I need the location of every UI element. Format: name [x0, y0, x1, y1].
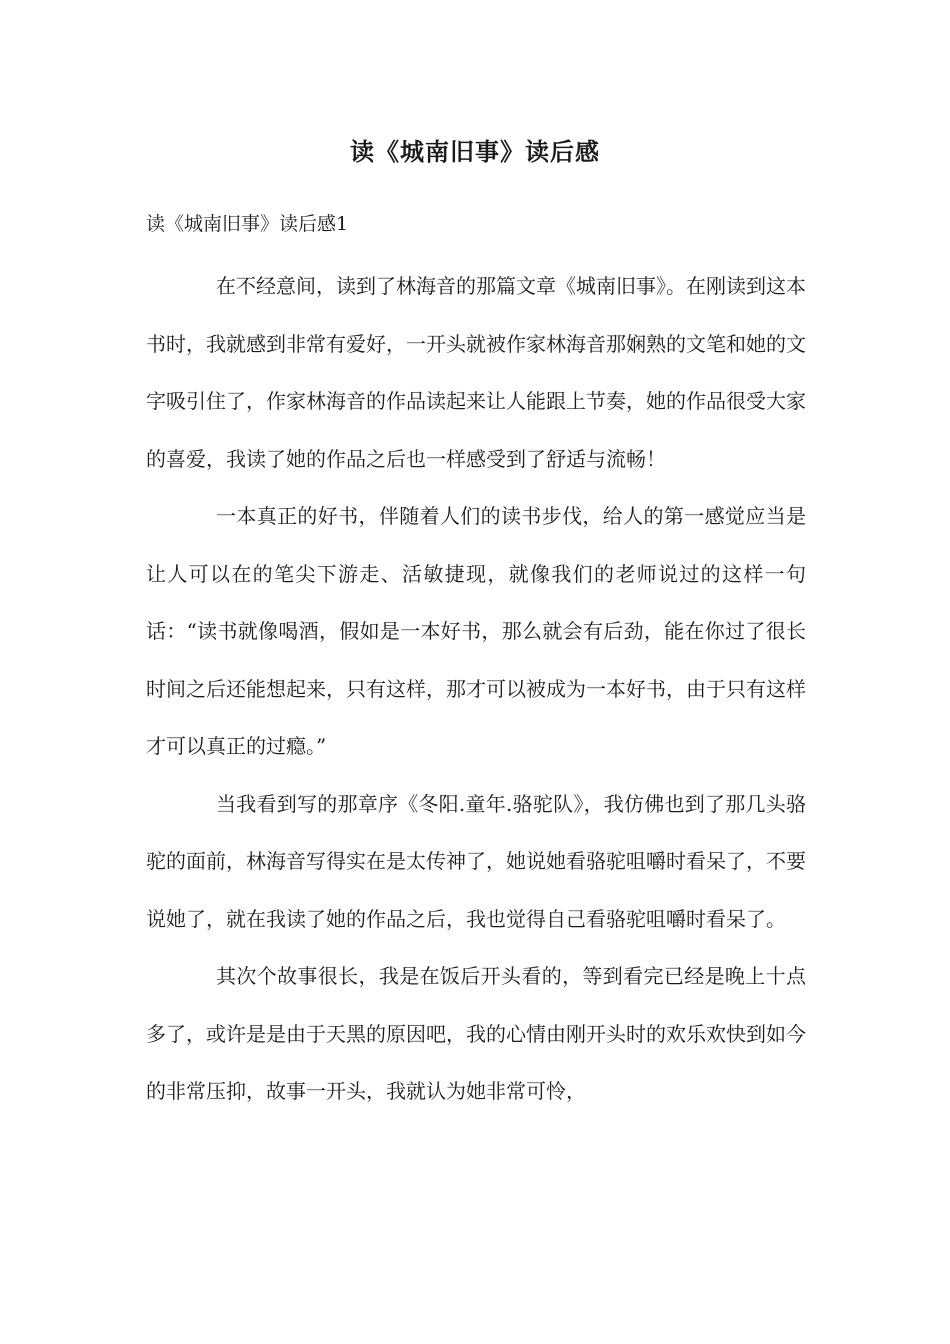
paragraph: 一本真正的好书，伴随着人们的读书步伐，给人的第一感觉应当是让人可以在的笔尖下游走、活敏捷现，就像我们的老师说过的这样一句话：“读书就像喝酒，假如是一本好书，那么就会有后劲，能在你过了很长时间之后还能想起来，只有这样，那才可以被成为一本好书，由于只有这样才可以真正的过瘾。”: [146, 504, 806, 758]
document-title: 读《城南旧事》读后感: [350, 137, 600, 166]
document-subtitle: 读《城南旧事》读后感1: [146, 213, 349, 235]
document-body: [146, 258, 806, 1121]
paragraph: 其次个故事很长，我是在饭后开头看的，等到看完已经是晚上十点多了，或许是是由于天黑的原因吧，我的心情由刚开头时的欢乐欢快到如今的非常压抑，故事一开头，我就认为她非常可怜，: [146, 964, 806, 1103]
paragraph: 在不经意间，读到了林海音的那篇文章《城南旧事》。在刚读到这本书时，我就感到非常有爱好，一开头就被作家林海音那娴熟的文笔和她的文字吸引住了，作家林海音的作品读起来让人能跟上节奏，她的作品很受大家的喜爱，我读了她的作品之后也一样感受到了舒适与流畅！: [146, 274, 806, 471]
paragraph: 当我看到写的那章序《冬阳.童年.骆驼队》，我仿佛也到了那几头骆驼的面前，林海音写得实在是太传神了，她说她看骆驼咀嚼时看呆了，不要说她了，就在我读了她的作品之后，我也觉得自己看骆驼咀嚼时看呆了。: [146, 791, 806, 931]
